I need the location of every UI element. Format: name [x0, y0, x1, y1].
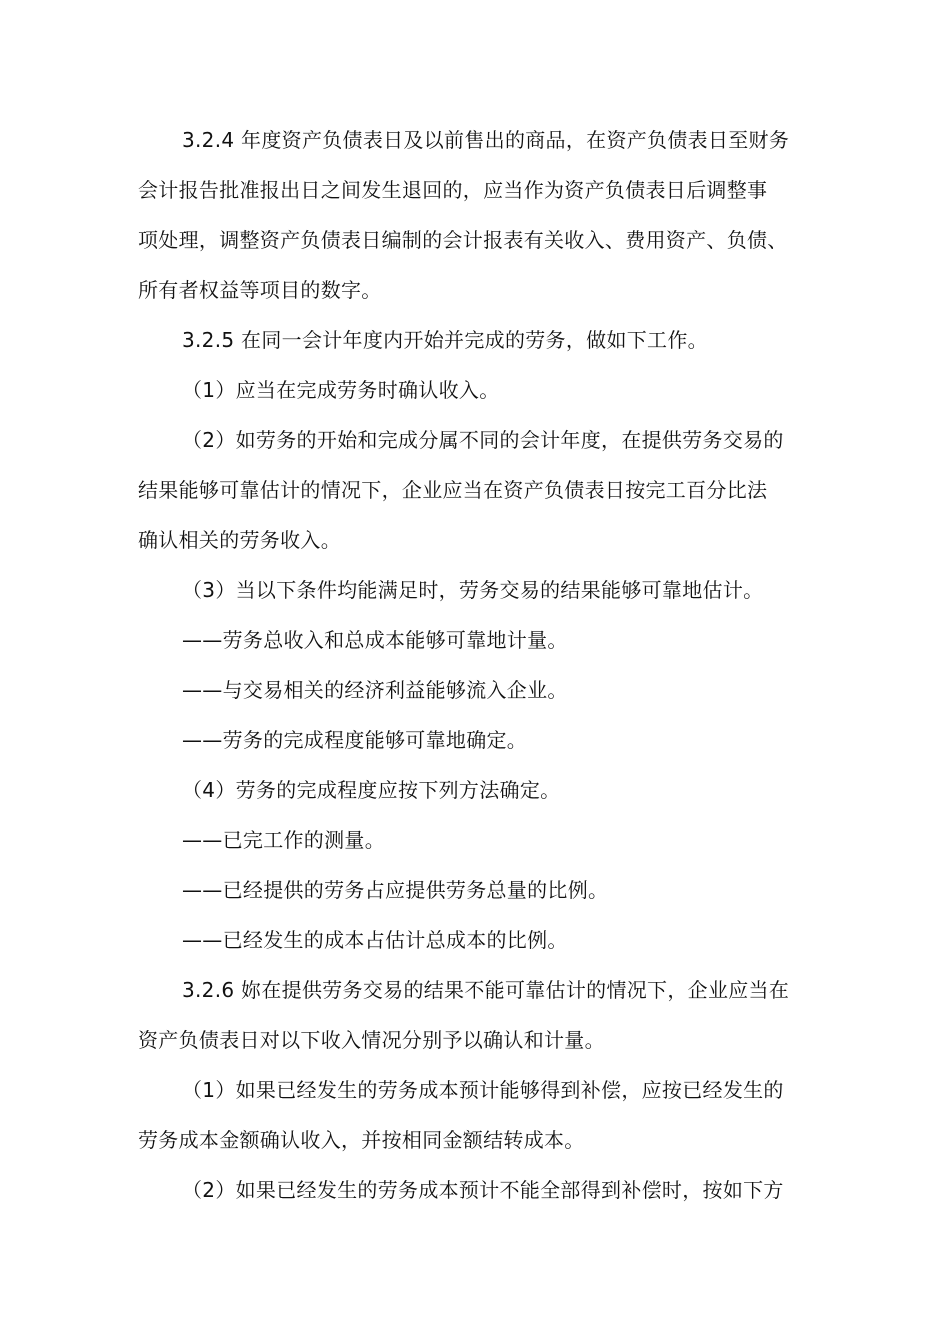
text-line: （4）劳务的完成程度应按下列方法确定。 — [182, 778, 561, 802]
text-line: 确认相关的劳务收入。 — [138, 528, 341, 552]
text-line: 会计报告批准报出日之间发生退回的，应当作为资产负债表日后调整事 — [138, 178, 768, 202]
text-line: ——已经提供的劳务占应提供劳务总量的比例。 — [182, 878, 609, 902]
text-line: 3.2.6 妳在提供劳务交易的结果不能可靠估计的情况下，企业应当在 — [182, 978, 790, 1002]
text-line: ——劳务的完成程度能够可靠地确定。 — [182, 728, 528, 752]
text-line: 结果能够可靠估计的情况下，企业应当在资产负债表日按完工百分比法 — [138, 478, 768, 502]
text-line: （2）如果已经发生的劳务成本预计不能全部得到补偿时，按如下方 — [182, 1178, 784, 1202]
text-line: 项处理，调整资产负债表日编制的会计报表有关收入、费用资产、负债、 — [138, 228, 788, 252]
text-line: ——劳务总收入和总成本能够可靠地计量。 — [182, 628, 568, 652]
text-line: 3.2.4 年度资产负债表日及以前售出的商品，在资产负债表日至财务 — [182, 128, 790, 152]
text-line: ——已完工作的测量。 — [182, 828, 385, 852]
text-line: （1）如果已经发生的劳务成本预计能够得到补偿，应按已经发生的 — [182, 1078, 784, 1102]
text-line: ——与交易相关的经济利益能够流入企业。 — [182, 678, 568, 702]
text-line: 资产负债表日对以下收入情况分别予以确认和计量。 — [138, 1028, 605, 1052]
text-line: （1）应当在完成劳务时确认收入。 — [182, 378, 500, 402]
text-line: 3.2.5 在同一会计年度内开始并完成的劳务，做如下工作。 — [182, 328, 708, 352]
text-line: （3）当以下条件均能满足时，劳务交易的结果能够可靠地估计。 — [182, 578, 764, 602]
text-line: （2）如劳务的开始和完成分属不同的会计年度，在提供劳务交易的 — [182, 428, 784, 452]
text-line: 所有者权益等项目的数字。 — [138, 278, 382, 302]
text-line: 劳务成本金额确认收入，并按相同金额结转成本。 — [138, 1128, 585, 1152]
text-line: ——已经发生的成本占估计总成本的比例。 — [182, 928, 568, 952]
